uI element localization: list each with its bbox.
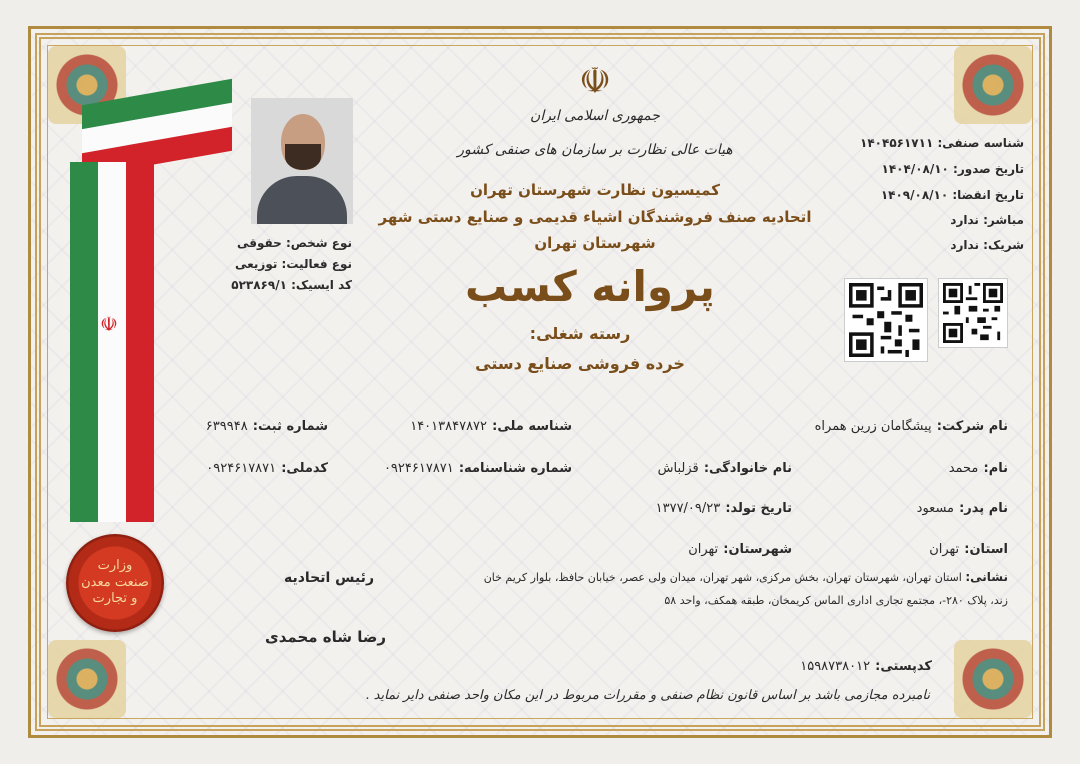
license-title: پروانه کسب [465,262,715,311]
national-code-field: کدملی: ۰۹۲۴۶۱۷۸۷۱ [206,461,328,476]
board-title: هیات عالی نظارت بر سازمان های صنفی کشور [457,142,733,158]
category-value: خرده فروشی صنایع دستی [475,354,685,373]
person-type: نوع شخص: حقوقی [236,236,352,250]
ministry-seal [66,534,164,632]
guild-id: شناسه صنفی: ۱۴۰۴۵۶۱۷۱۱ [860,136,1024,150]
union-title-line2: شهرستان تهران [534,234,656,252]
union-head-role: رئیس اتحادیه [283,570,374,586]
company-field: نام شرکت: پیشگامان زرین همراه [814,419,1008,434]
activity-type: نوع فعالیت: توزیعی [235,257,352,271]
manager: مباشر: ندارد [950,213,1024,227]
father-name-field: نام پدر: مسعود [916,501,1008,516]
city-field: شهرستان: تهران [688,542,792,557]
qr-code-graphic [943,283,1003,343]
republic-title: جمهوری اسلامی ایران [530,108,660,124]
national-id-field: شناسه ملی: ۱۴۰۱۳۸۴۷۸۷۲ [410,419,572,434]
seal-text: وزارت صنعت معدن و تجارت [81,557,149,607]
address-line2: زند، پلاک ۲۸۰-، مجتمع تجاری اداری الماس کریمخان، طبقه همکف، واحد ۵۸ [664,594,1008,607]
partner: شریک: ندارد [950,238,1024,252]
qr-code-graphic [849,283,923,357]
family-name-field: نام خانوادگی: قزلباش [657,461,792,476]
union-title-line1: اتحادیه صنف فروشندگان اشیاء قدیمی و صنایع دستی شهر [378,208,812,226]
iran-emblem-icon: ☫ [578,61,612,102]
address-line1: نشانی: استان تهران، شهرستان تهران، بخش مرکزی، شهر تهران، میدان ولی عصر، خیابان حافظ، بلوار کریم خان [483,570,1008,584]
province-field: استان: تهران [929,542,1008,557]
qr-code[interactable] [938,278,1008,348]
birth-date-field: تاریخ تولد: ۱۳۷۷/۰۹/۲۳ [655,501,792,516]
category-label: رسته شغلی: [529,324,631,343]
qr-code[interactable] [844,278,928,362]
corner-ornament [954,640,1032,718]
corner-ornament [48,640,126,718]
iran-emblem-icon: ☫ [100,312,118,336]
expiry-date: تاریخ انقضا: ۱۴۰۹/۰۸/۱۰ [880,188,1024,202]
commission-title: کمیسیون نظارت شهرستان تهران [470,181,720,199]
union-head-name: رضا شاه محمدی [264,628,386,646]
id-number-field: شماره شناسنامه: ۰۹۲۴۶۱۷۸۷۱ [383,461,572,476]
iran-flag-ribbon [70,92,240,552]
issue-date: تاریخ صدور: ۱۴۰۴/۰۸/۱۰ [881,162,1024,176]
isic-code: کد ایسیک: ۵۲۳۸۶۹/۱ [231,278,352,292]
footer-note: نامبرده مجازمی باشد بر اساس قانون نظام صنفی و مقررات مربوط در این مکان واحد صنفی دایر نماید . [365,688,930,703]
first-name-field: نام: محمد [948,461,1008,476]
postal-code-field: کدپستی: ۱۵۹۸۷۳۸۰۱۲ [800,659,932,674]
registration-number-field: شماره ثبت: ۶۳۹۹۴۸ [205,419,328,434]
